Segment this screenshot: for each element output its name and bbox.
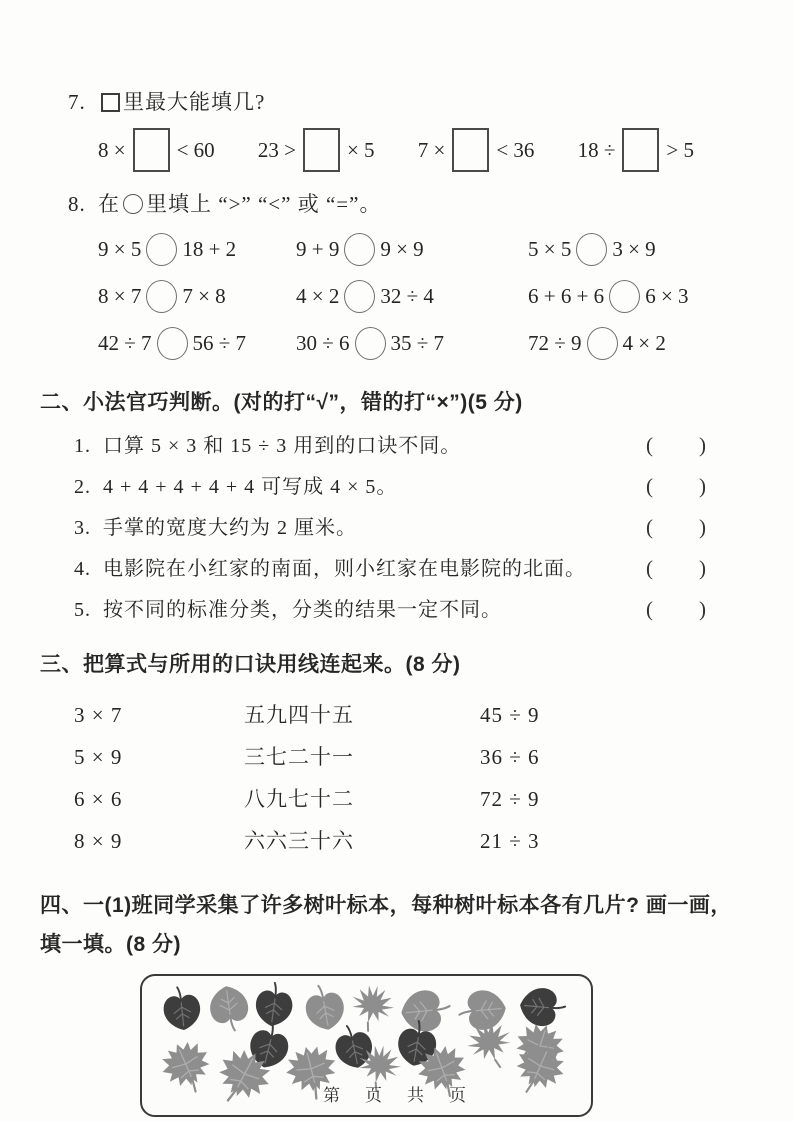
match-expression[interactable]: 6 × 6 xyxy=(74,787,123,811)
answer-parens[interactable] xyxy=(646,473,706,500)
q7-prompt: 里最大能填几? xyxy=(123,90,266,114)
cmp-right: 6 × 3 xyxy=(645,283,689,308)
cmp-right: 9 × 9 xyxy=(380,236,424,261)
answer-parens[interactable] xyxy=(646,596,706,623)
answer-box[interactable] xyxy=(133,128,170,172)
match-expression[interactable]: 5 × 9 xyxy=(74,745,123,769)
judgement-text xyxy=(74,433,461,460)
judgement-text xyxy=(74,515,357,542)
section-4-heading: 四、一(1)班同学采集了许多树叶标本，每种树叶标本各有几片? 画一画，填一填。(8 分) xyxy=(40,894,732,956)
match-mnemonic[interactable]: 三七二十一 xyxy=(244,745,354,769)
equation-post: < 60 xyxy=(176,137,215,162)
q8-comparison-grid xyxy=(98,230,753,362)
item-statement: 手掌的宽度大约为 2 厘米。 xyxy=(103,517,357,539)
paren-open: ( xyxy=(646,433,653,457)
section-3-matching xyxy=(40,648,753,862)
match-mnemonic[interactable]: 八九七十二 xyxy=(244,787,354,811)
judgement-text xyxy=(74,597,502,624)
comparison-cell xyxy=(296,230,528,268)
paren-open: ( xyxy=(646,597,653,621)
item-number: 4. xyxy=(74,558,91,580)
cmp-right: 32 ÷ 4 xyxy=(380,283,434,308)
comparison-circle[interactable] xyxy=(355,327,386,360)
paren-close: ) xyxy=(699,474,706,498)
judgement-item xyxy=(74,473,706,501)
answer-box[interactable] xyxy=(452,128,489,172)
comparison-circle[interactable] xyxy=(609,280,640,313)
comparison-circle[interactable] xyxy=(344,233,375,266)
comparison-cell xyxy=(98,324,296,362)
q8-number: 8. xyxy=(68,192,86,216)
cmp-right: 3 × 9 xyxy=(612,236,656,261)
match-quotient[interactable]: 72 ÷ 9 xyxy=(480,787,540,811)
q7-equation xyxy=(258,128,375,172)
item-number: 1. xyxy=(74,435,91,457)
item-number: 3. xyxy=(74,517,91,539)
matching-grid xyxy=(74,694,753,862)
comparison-circle[interactable] xyxy=(576,233,607,266)
item-number: 5. xyxy=(74,599,91,621)
answer-box[interactable] xyxy=(303,128,340,172)
match-quotient[interactable]: 45 ÷ 9 xyxy=(480,703,540,727)
circle-icon xyxy=(123,194,143,214)
comparison-cell xyxy=(98,230,296,268)
cmp-left: 72 ÷ 9 xyxy=(528,330,582,355)
paren-open: ( xyxy=(646,556,653,580)
match-mnemonic[interactable]: 五九四十五 xyxy=(244,703,354,727)
q7-heading xyxy=(68,86,753,116)
match-expression[interactable]: 8 × 9 xyxy=(74,829,123,853)
poplar-leaf-icon xyxy=(156,984,209,1037)
cmp-left: 42 ÷ 7 xyxy=(98,330,152,355)
judgement-text xyxy=(74,556,586,583)
judgement-item xyxy=(74,432,706,460)
section-2-heading: 二、小法官巧判断。(对的打“√”，错的打“×”)(5 分) xyxy=(40,391,523,414)
judgement-text xyxy=(74,474,397,501)
q8-heading xyxy=(68,188,753,218)
equation-pre: 7 × xyxy=(417,137,446,162)
paren-close: ) xyxy=(699,556,706,580)
blank-square-icon xyxy=(101,93,120,112)
q8-prompt-post: 里填上 “>” “<” 或 “=”。 xyxy=(146,192,382,216)
paren-close: ) xyxy=(699,515,706,539)
answer-parens[interactable] xyxy=(646,514,706,541)
equation-post: × 5 xyxy=(346,137,375,162)
judgement-item xyxy=(74,596,706,624)
comparison-circle[interactable] xyxy=(146,280,177,313)
comparison-circle[interactable] xyxy=(344,280,375,313)
answer-box[interactable] xyxy=(622,128,659,172)
equation-pre: 8 × xyxy=(98,137,126,162)
q7-equation xyxy=(98,128,215,172)
page-footer: 第 页 共 页 xyxy=(323,1086,470,1105)
q7-equations xyxy=(98,128,694,172)
answer-parens[interactable] xyxy=(646,432,706,459)
match-quotient[interactable]: 21 ÷ 3 xyxy=(480,829,540,853)
equation-post: > 5 xyxy=(666,137,694,162)
comparison-cell xyxy=(296,324,528,362)
cmp-left: 5 × 5 xyxy=(528,236,572,261)
section-2-judgement xyxy=(40,386,753,624)
match-expression[interactable]: 3 × 7 xyxy=(74,703,123,727)
q7-equation xyxy=(578,128,694,172)
match-quotient[interactable]: 36 ÷ 6 xyxy=(480,745,540,769)
cmp-left: 9 + 9 xyxy=(296,236,340,261)
comparison-circle[interactable] xyxy=(587,327,618,360)
comparison-circle[interactable] xyxy=(146,233,177,266)
judgement-item xyxy=(74,514,706,542)
judgement-item xyxy=(74,555,706,583)
question-7 xyxy=(40,86,753,172)
paren-open: ( xyxy=(646,474,653,498)
item-statement: 口算 5 × 3 和 15 ÷ 3 用到的口诀不同。 xyxy=(103,435,462,457)
comparison-circle[interactable] xyxy=(157,327,188,360)
comparison-cell xyxy=(528,277,753,315)
item-statement: 4 + 4 + 4 + 4 + 4 可写成 4 × 5。 xyxy=(103,476,398,498)
paren-open: ( xyxy=(646,515,653,539)
item-statement: 按不同的标准分类，分类的结果一定不同。 xyxy=(103,599,502,621)
item-statement: 电影院在小红家的南面，则小红家在电影院的北面。 xyxy=(103,558,586,580)
comparison-cell xyxy=(528,324,753,362)
comparison-cell xyxy=(98,277,296,315)
equation-post: < 36 xyxy=(496,137,535,162)
cmp-right: 4 × 2 xyxy=(622,330,666,355)
question-8 xyxy=(40,188,753,362)
paren-close: ) xyxy=(699,433,706,457)
equation-pre: 18 ÷ xyxy=(577,137,616,162)
comparison-cell xyxy=(296,277,528,315)
paren-close: ) xyxy=(699,597,706,621)
cmp-left: 6 + 6 + 6 xyxy=(528,283,605,308)
cmp-left: 4 × 2 xyxy=(296,283,340,308)
section-3-heading: 三、把算式与所用的口诀用线连起来。(8 分) xyxy=(40,653,461,676)
cmp-right: 18 + 2 xyxy=(182,236,237,261)
item-number: 2. xyxy=(74,476,91,498)
judgement-list xyxy=(74,432,753,624)
comparison-cell xyxy=(528,230,753,268)
match-mnemonic[interactable]: 六六三十六 xyxy=(244,829,354,853)
cmp-left: 8 × 7 xyxy=(98,283,142,308)
cmp-right: 35 ÷ 7 xyxy=(390,330,445,355)
equation-pre: 23 > xyxy=(257,137,296,162)
q7-number: 7. xyxy=(68,90,86,114)
cmp-right: 56 ÷ 7 xyxy=(192,330,247,355)
q7-equation xyxy=(418,128,535,172)
cmp-right: 7 × 8 xyxy=(182,283,226,308)
q8-prompt-pre: 在 xyxy=(98,192,120,216)
cmp-left: 30 ÷ 6 xyxy=(296,330,350,355)
cmp-left: 9 × 5 xyxy=(98,236,142,261)
answer-parens[interactable] xyxy=(646,555,706,582)
